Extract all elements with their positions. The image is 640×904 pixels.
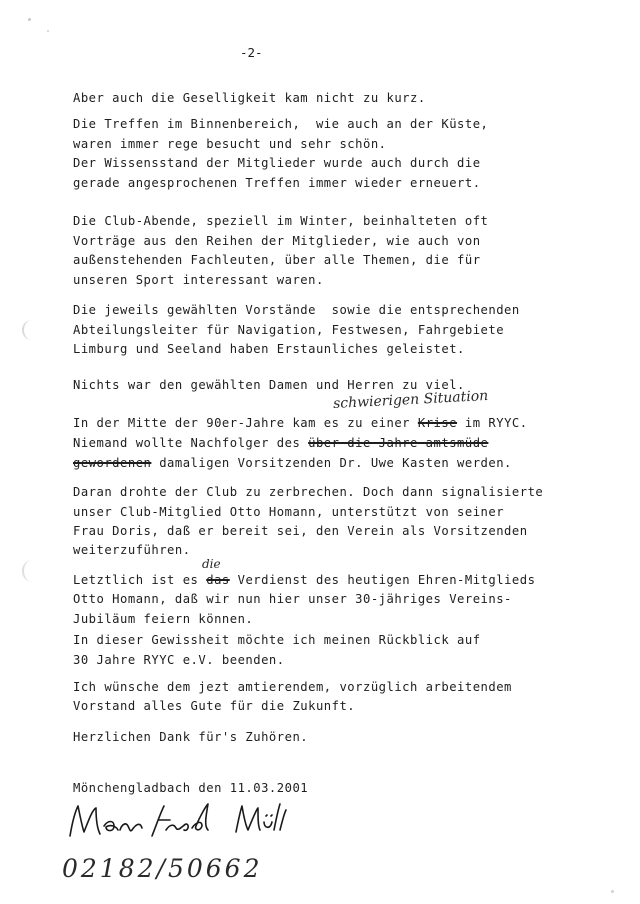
- text-line: Frau Doris, daß er bereit sei, den Verein als Vorsitzenden: [73, 524, 528, 538]
- text-line: unser Club-Mitglied Otto Homann, unterstützt von seiner: [73, 505, 505, 519]
- handwritten-insertion-situation: schwierigen Situation: [332, 387, 489, 413]
- text-line: Niemand wollte Nachfolger des über die Jahre amtsmüde: [73, 436, 489, 450]
- text-line: In dieser Gewissheit möchte ich meinen Rückblick auf: [73, 633, 481, 647]
- text-line: waren immer rege besucht und sehr schön.: [73, 137, 387, 151]
- struck-word: das: [206, 573, 230, 587]
- punch-hole-shadow: [22, 320, 42, 340]
- text-line: Der Wissensstand der Mitglieder wurde auch durch die: [73, 156, 481, 170]
- text-line: Jubiläum feiern können.: [73, 612, 254, 626]
- struck-phrase: über die Jahre amtsmüde: [308, 436, 489, 450]
- struck-word: Krise: [417, 416, 458, 430]
- text-line: Herzlichen Dank für's Zuhören.: [73, 730, 309, 744]
- text-line: Vorträge aus den Reihen der Mitglieder, wie auch von: [73, 234, 481, 248]
- text-line: Letztlich ist es das Verdienst des heutigen Ehren-Mitglieds: [73, 573, 536, 587]
- text-line: In der Mitte der 90er-Jahre kam es zu einer Krise im RYYC.: [73, 416, 528, 430]
- text-line: gewordenen damaligen Vorsitzenden Dr. Uwe Kasten werden.: [73, 456, 512, 470]
- scan-speck: [611, 890, 614, 893]
- text-line: Die Treffen im Binnenbereich, wie auch an der Küste,: [73, 117, 489, 131]
- text-line: Daran drohte der Club zu zerbrechen. Doch dann signalisierte: [73, 485, 544, 499]
- text-line: weiterzuführen.: [73, 543, 191, 557]
- text-line: unseren Sport interessant waren.: [73, 273, 324, 287]
- page-number: -2-: [240, 45, 263, 60]
- text-line: Vorstand alles Gute für die Zukunft.: [73, 699, 356, 713]
- handwritten-insertion-die: die: [202, 557, 221, 571]
- signature-image: [60, 796, 290, 844]
- text-line: Limburg und Seeland haben Erstaunliches geleistet.: [73, 342, 465, 356]
- scan-speck: [28, 18, 31, 21]
- scan-speck: [47, 30, 49, 32]
- handwritten-phone-number: 02182/50662: [62, 854, 263, 883]
- place-and-date: Mönchengladbach den 11.03.2001: [73, 781, 309, 795]
- text-line: außenstehenden Fachleuten, über alle Themen, die für: [73, 253, 481, 267]
- punch-hole-shadow: [22, 560, 42, 582]
- text-line: Ich wünsche dem jezt amtierendem, vorzüglich arbeitendem: [73, 680, 512, 694]
- text-line: Aber auch die Geselligkeit kam nicht zu kurz.: [73, 91, 426, 105]
- text-line: Otto Homann, daß wir nun hier unser 30-jähriges Vereins-: [73, 592, 512, 606]
- text-line: Nichts war den gewählten Damen und Herren zu viel.: [73, 378, 465, 392]
- text-line: Die jeweils gewählten Vorstände sowie die entsprechenden: [73, 303, 520, 317]
- text-line: gerade angesprochenen Treffen immer wieder erneuert.: [73, 176, 481, 190]
- text-line: Abteilungsleiter für Navigation, Festwesen, Fahrgebiete: [73, 323, 505, 337]
- struck-word: gewordenen: [73, 456, 152, 470]
- text-line: 30 Jahre RYYC e.V. beenden.: [73, 653, 285, 667]
- text-line: Die Club-Abende, speziell im Winter, beinhalteten oft: [73, 214, 489, 228]
